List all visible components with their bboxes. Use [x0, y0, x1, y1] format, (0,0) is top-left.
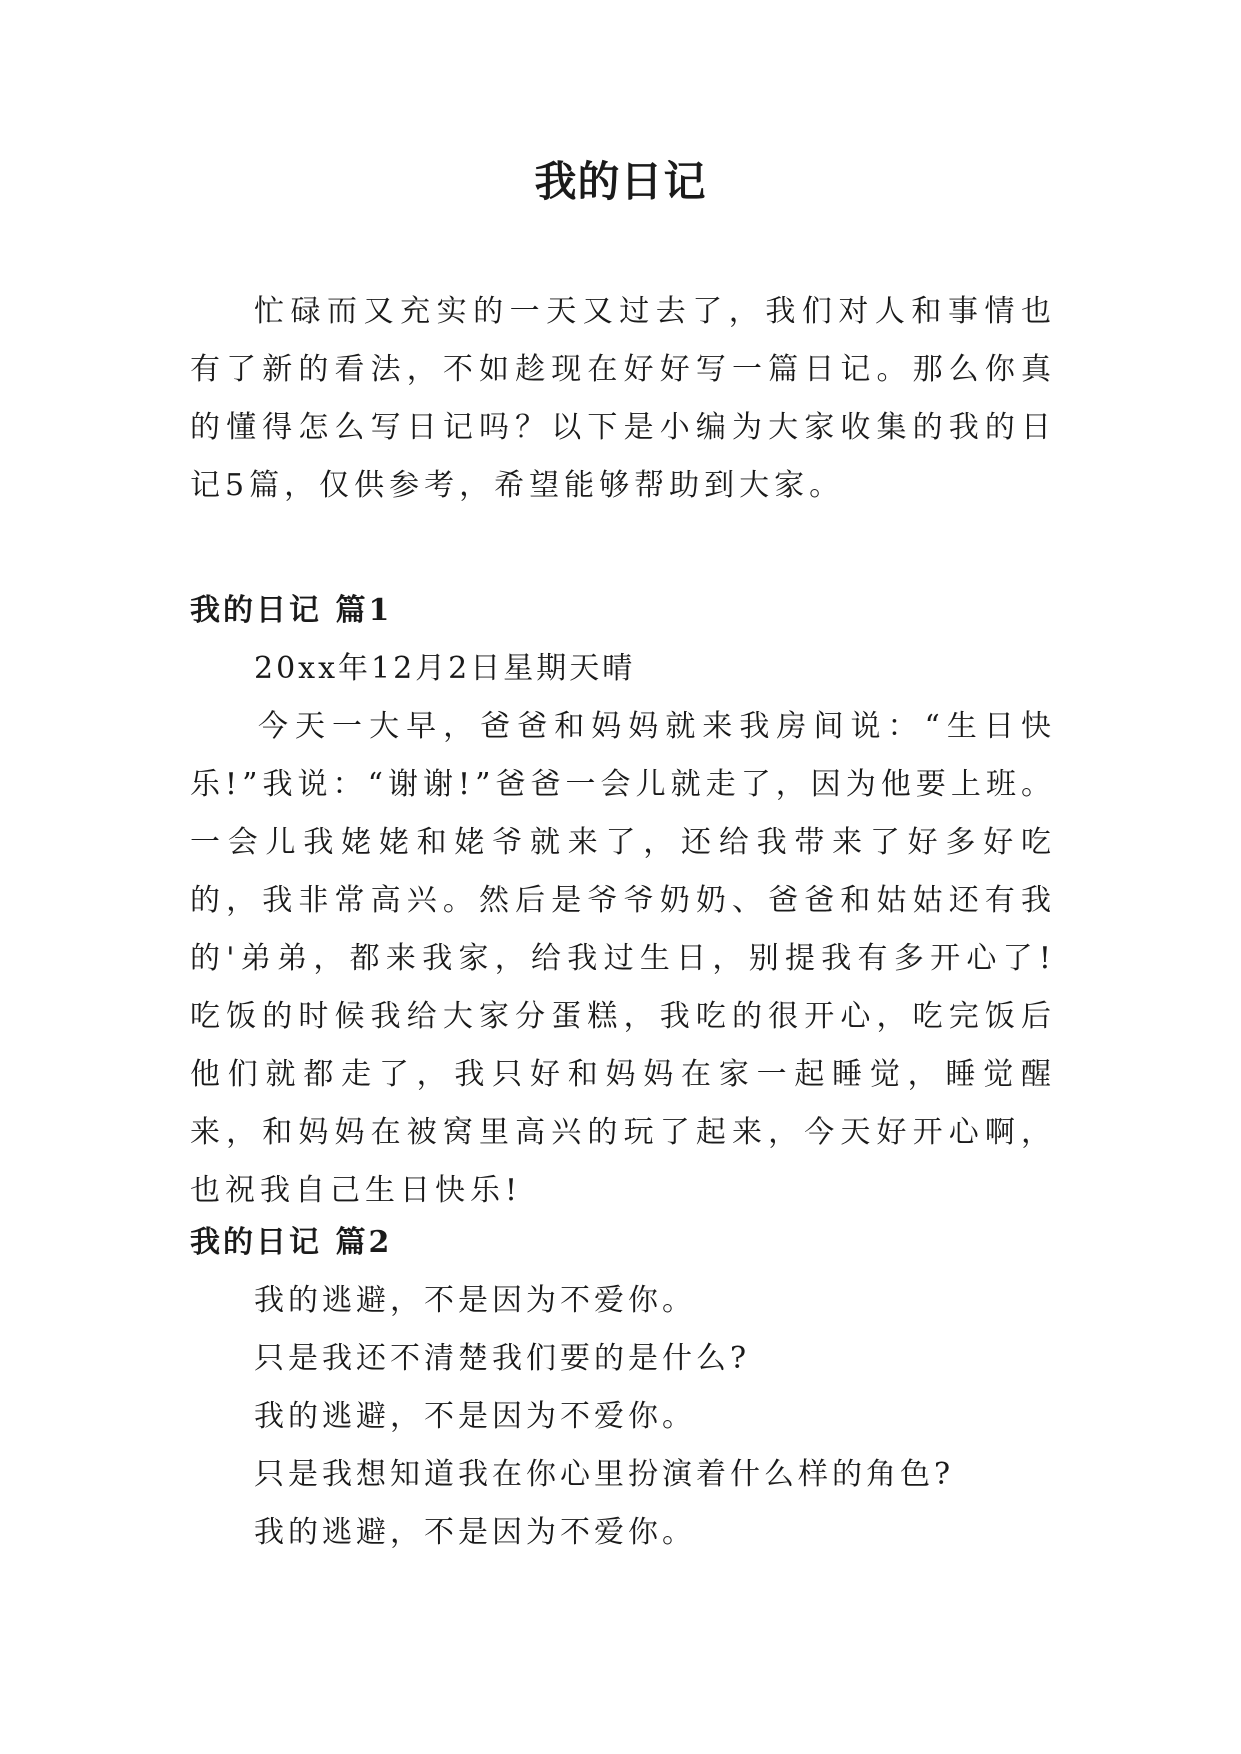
poem-line: 只是我还不清楚我们要的是什么?: [254, 1341, 751, 1376]
poem-line: 我的逃避，不是因为不爱你。: [254, 1283, 696, 1318]
poem-line: 我的逃避，不是因为不爱你。: [254, 1515, 696, 1550]
poem-line: 我的逃避，不是因为不爱你。: [254, 1399, 696, 1434]
section-2-poem: [254, 1272, 954, 1562]
section-1-body: 今天一大早，爸爸和妈妈就来我房间说：“生日快乐!”我说：“谢谢!”爸爸一会儿就走了，因为他要上班。一会儿我姥姥和姥爷就来了，还给我带来了好多好吃的，我非常高兴。然后是爷爷奶奶、爸爸和姑姑还有我的'弟弟，都来我家，给我过生日，别提我有多开心了!吃饭的时候我给大家分蛋糕，我吃的很开心，吃完饭后他们就都走了，我只好和妈妈在家一起睡觉，睡觉醒来，和妈妈在被窝里高兴的玩了起来，今天好开心啊，也祝我自己生日快乐!: [190, 709, 1056, 1208]
section-heading-2: 我的日记 篇2: [190, 1225, 393, 1260]
intro-paragraph: 忙碌而又充实的一天又过去了，我们对人和事情也有了新的看法，不如趁现在好好写一篇日记。那么你真的懂得怎么写日记吗？以下是小编为大家收集的我的日记5篇，仅供参考，希望能够帮助到大家。: [190, 294, 1056, 503]
section-1-date-line: 20xx年12月2日星期天晴: [254, 651, 636, 686]
section-heading-1: 我的日记 篇1: [190, 593, 393, 628]
poem-line: 只是我想知道我在你心里扮演着什么样的角色?: [254, 1457, 955, 1492]
document-title: 我的日记: [534, 157, 707, 206]
